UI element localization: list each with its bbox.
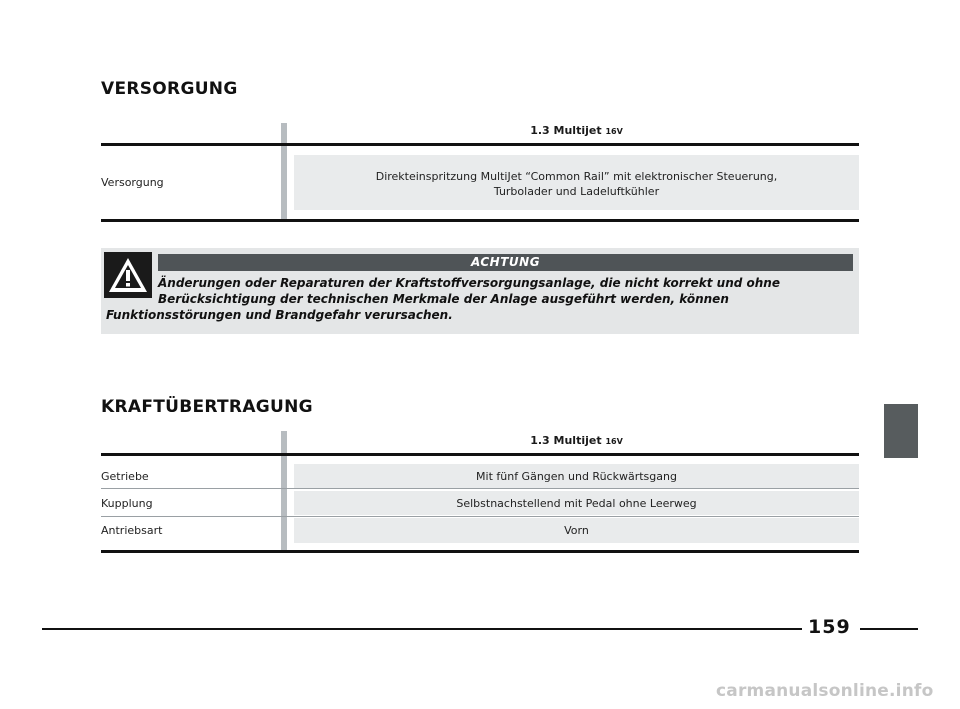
value-line-1: Direkteinspritzung MultiJet “Common Rail” mit elektronischer Steuerung, [375,170,778,183]
row-value-versorgung [294,169,859,199]
table-top-rule [101,143,859,146]
engine-name: 1.3 Multijet [530,124,602,137]
section-title-kraftuebertragung: KRAFTÜBERTRAGUNG [101,397,313,417]
row-value-kupplung: Selbstnachstellend mit Pedal ohne Leerweg [456,497,697,510]
row-label-getriebe: Getriebe [101,470,149,483]
table-bottom-rule [101,219,859,222]
warning-text-line-1: Änderungen oder Reparaturen der Kraftstoffversorgungsanlage, die nicht korrekt und ohne [158,276,780,290]
row-label-antriebsart: Antriebsart [101,524,163,537]
footer-rule-right [860,628,918,630]
footer-rule-left [42,628,802,630]
engine-name-2: 1.3 Multijet [530,434,602,447]
row-separator [101,516,859,517]
row-value-getriebe: Mit fünf Gängen und Rückwärtsgang [476,470,677,483]
engine-valves-2: 16V [605,437,623,446]
table2-bottom-rule [101,550,859,553]
engine-header [294,124,859,137]
warning-triangle-icon [104,252,152,298]
column-divider [281,123,287,220]
watermark-text: carmanualsonline.info [716,681,934,701]
table2-top-rule [101,453,859,456]
chapter-thumb-tab [884,404,918,458]
value-line-2: Turbolader und Ladeluftkühler [493,185,660,198]
warning-text-line-3: Funktionsstörungen und Brandgefahr verursachen. [106,308,453,322]
warning-text-line-2: Berücksichtigung der technischen Merkmale der Anlage ausgeführt werden, können [158,292,729,306]
row-separator [101,488,859,489]
column-divider-2 [281,431,287,551]
row-label-versorgung: Versorgung [101,176,164,189]
engine-header-2 [294,434,859,447]
page-number: 159 [808,616,851,638]
row-value-antriebsart: Vorn [564,524,589,537]
section-title-versorgung: VERSORGUNG [101,79,238,99]
engine-valves: 16V [605,127,623,136]
warning-title: ACHTUNG [470,255,541,269]
row-label-kupplung: Kupplung [101,497,153,510]
